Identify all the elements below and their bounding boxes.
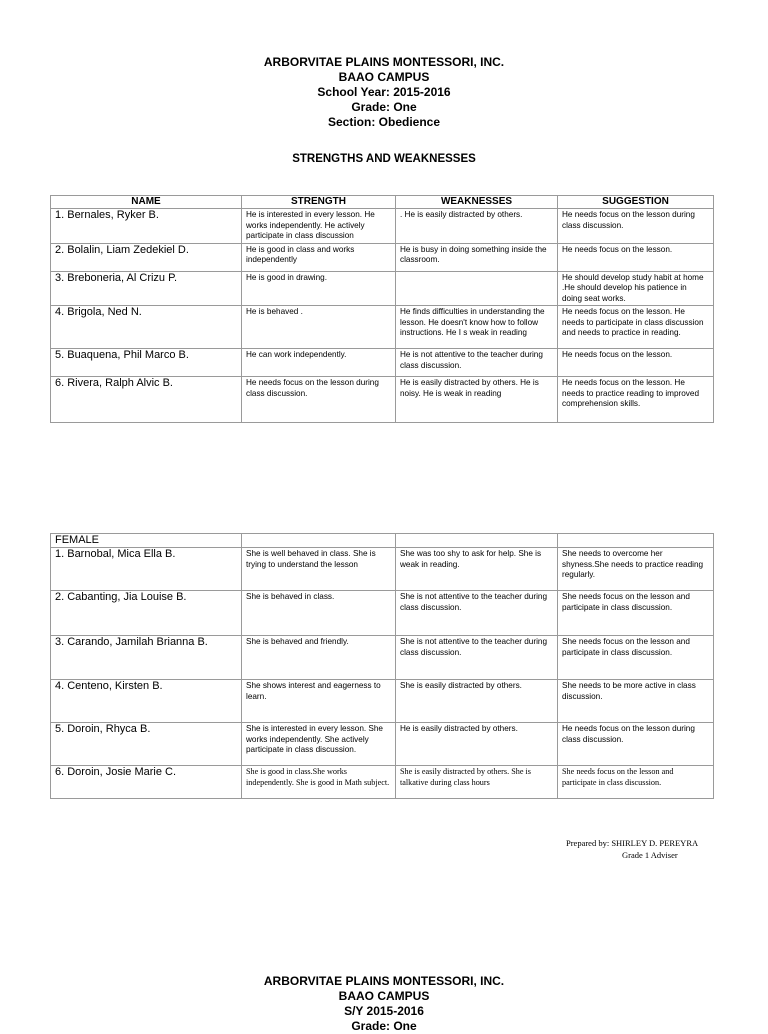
suggestion-cell: He needs focus on the lesson. He needs to participate in class discussion and needs to practice in reading. xyxy=(558,306,714,349)
document-header xyxy=(0,55,768,130)
suggestion-cell: She needs focus on the lesson and participate in class discussion. xyxy=(558,591,714,636)
name-column-header: NAME xyxy=(51,196,242,209)
table-row xyxy=(51,209,714,244)
school-year: School Year: 2015-2016 xyxy=(317,85,451,99)
table-row xyxy=(51,306,714,349)
table-row xyxy=(51,636,714,680)
strength-cell: He is good in class and works independently xyxy=(242,243,396,271)
student-name: 6. Doroin, Josie Marie C. xyxy=(51,766,242,799)
table-row xyxy=(51,271,714,306)
suggestion-cell: He should develop study habit at home .He should develop his patience in doing seat works. xyxy=(558,271,714,306)
suggestion-cell: He needs focus on the lesson during class discussion. xyxy=(558,723,714,766)
strength-column-header: STRENGTH xyxy=(242,196,396,209)
student-name: 2. Cabanting, Jia Louise B. xyxy=(51,591,242,636)
suggestion-cell: He needs focus on the lesson. xyxy=(558,349,714,377)
female-label: FEMALE xyxy=(51,534,242,548)
table-row xyxy=(51,680,714,723)
student-name: 3. Carando, Jamilah Brianna B. xyxy=(51,636,242,680)
student-name: 1. Bernales, Ryker B. xyxy=(51,209,242,244)
female-section-row xyxy=(51,534,714,548)
grade-label: Grade: One xyxy=(351,1019,417,1033)
table-header-row xyxy=(51,196,714,209)
strength-cell: He is good in drawing. xyxy=(242,271,396,306)
weakness-cell: . He is easily distracted by others. xyxy=(396,209,558,244)
weakness-cell: He finds difficulties in understanding the lesson. He doesn't know how to follow instructions. He I s weak in reading xyxy=(396,306,558,349)
strength-cell: She is behaved and friendly. xyxy=(242,636,396,680)
table-row xyxy=(51,766,714,799)
weakness-cell: She was too shy to ask for help. She is weak in reading. xyxy=(396,548,558,591)
weakness-cell: She is not attentive to the teacher during class discussion. xyxy=(396,636,558,680)
weakness-cell: He is easily distracted by others. He is noisy. He is weak in reading xyxy=(396,377,558,423)
adviser-role: Grade 1 Adviser xyxy=(622,850,678,860)
table-row xyxy=(51,548,714,591)
strength-cell: He needs focus on the lesson during class discussion. xyxy=(242,377,396,423)
campus-name: BAAO CAMPUS xyxy=(338,70,430,84)
weakness-cell: She is not attentive to the teacher during class discussion. xyxy=(396,591,558,636)
strength-cell: She is well behaved in class. She is trying to understand the lesson xyxy=(242,548,396,591)
student-name: 6. Rivera, Ralph Alvic B. xyxy=(51,377,242,423)
suggestion-cell: He needs focus on the lesson. He needs to practice reading to improved comprehension skills. xyxy=(558,377,714,423)
male-students-table xyxy=(50,195,714,423)
student-name: 5. Doroin, Rhyca B. xyxy=(51,723,242,766)
weakness-cell: He is busy in doing something inside the classroom. xyxy=(396,243,558,271)
student-name: 5. Buaquena, Phil Marco B. xyxy=(51,349,242,377)
strength-cell: She is behaved in class. xyxy=(242,591,396,636)
table-row xyxy=(51,349,714,377)
strength-cell: She is interested in every lesson. She works independently. She actively participate in class discussion. xyxy=(242,723,396,766)
school-year: S/Y 2015-2016 xyxy=(344,1004,424,1018)
student-name: 3. Breboneria, Al Crizu P. xyxy=(51,271,242,306)
strength-cell: He is interested in every lesson. He works independently. He actively participate in class discussion xyxy=(242,209,396,244)
weakness-cell: He is easily distracted by others. xyxy=(396,723,558,766)
grade-label: Grade: One xyxy=(351,100,417,114)
prepared-by: Prepared by: SHIRLEY D. PEREYRA xyxy=(566,838,699,848)
suggestion-cell: She needs to overcome her shyness.She needs to practice reading regularly. xyxy=(558,548,714,591)
table-row xyxy=(51,723,714,766)
section-label: Section: Obedience xyxy=(327,115,441,129)
campus-name: BAAO CAMPUS xyxy=(338,989,430,1003)
strength-cell: He is behaved . xyxy=(242,306,396,349)
next-page-header xyxy=(0,974,768,1034)
school-name: ARBORVITAE PLAINS MONTESSORI, INC. xyxy=(263,55,505,69)
suggestion-cell: She needs focus on the lesson and participate in class discussion. xyxy=(558,766,714,799)
report-title: STRENGTHS AND WEAKNESSES xyxy=(292,153,476,165)
table-row xyxy=(51,377,714,423)
table-row xyxy=(51,243,714,271)
school-name: ARBORVITAE PLAINS MONTESSORI, INC. xyxy=(263,974,505,988)
suggestion-cell: She needs focus on the lesson and participate in class discussion. xyxy=(558,636,714,680)
student-name: 4. Brigola, Ned N. xyxy=(51,306,242,349)
strength-cell: She shows interest and eagerness to learn. xyxy=(242,680,396,723)
student-name: 2. Bolalin, Liam Zedekiel D. xyxy=(51,243,242,271)
weakness-cell xyxy=(396,271,558,306)
suggestion-cell: He needs focus on the lesson. xyxy=(558,243,714,271)
weaknesses-column-header: WEAKNESSES xyxy=(396,196,558,209)
suggestion-cell: She needs to be more active in class discussion. xyxy=(558,680,714,723)
strength-cell: He can work independently. xyxy=(242,349,396,377)
suggestion-column-header: SUGGESTION xyxy=(558,196,714,209)
student-name: 4. Centeno, Kirsten B. xyxy=(51,680,242,723)
female-students-table xyxy=(50,533,714,799)
student-name: 1. Barnobal, Mica Ella B. xyxy=(51,548,242,591)
signature-block xyxy=(566,837,698,861)
weakness-cell: She is easily distracted by others. She is talkative during class hours xyxy=(396,766,558,799)
strength-cell: She is good in class.She works independently. She is good in Math subject. xyxy=(242,766,396,799)
weakness-cell: He is not attentive to the teacher during class discussion. xyxy=(396,349,558,377)
suggestion-cell: He needs focus on the lesson during class discussion. xyxy=(558,209,714,244)
weakness-cell: She is easily distracted by others. xyxy=(396,680,558,723)
table-row xyxy=(51,591,714,636)
